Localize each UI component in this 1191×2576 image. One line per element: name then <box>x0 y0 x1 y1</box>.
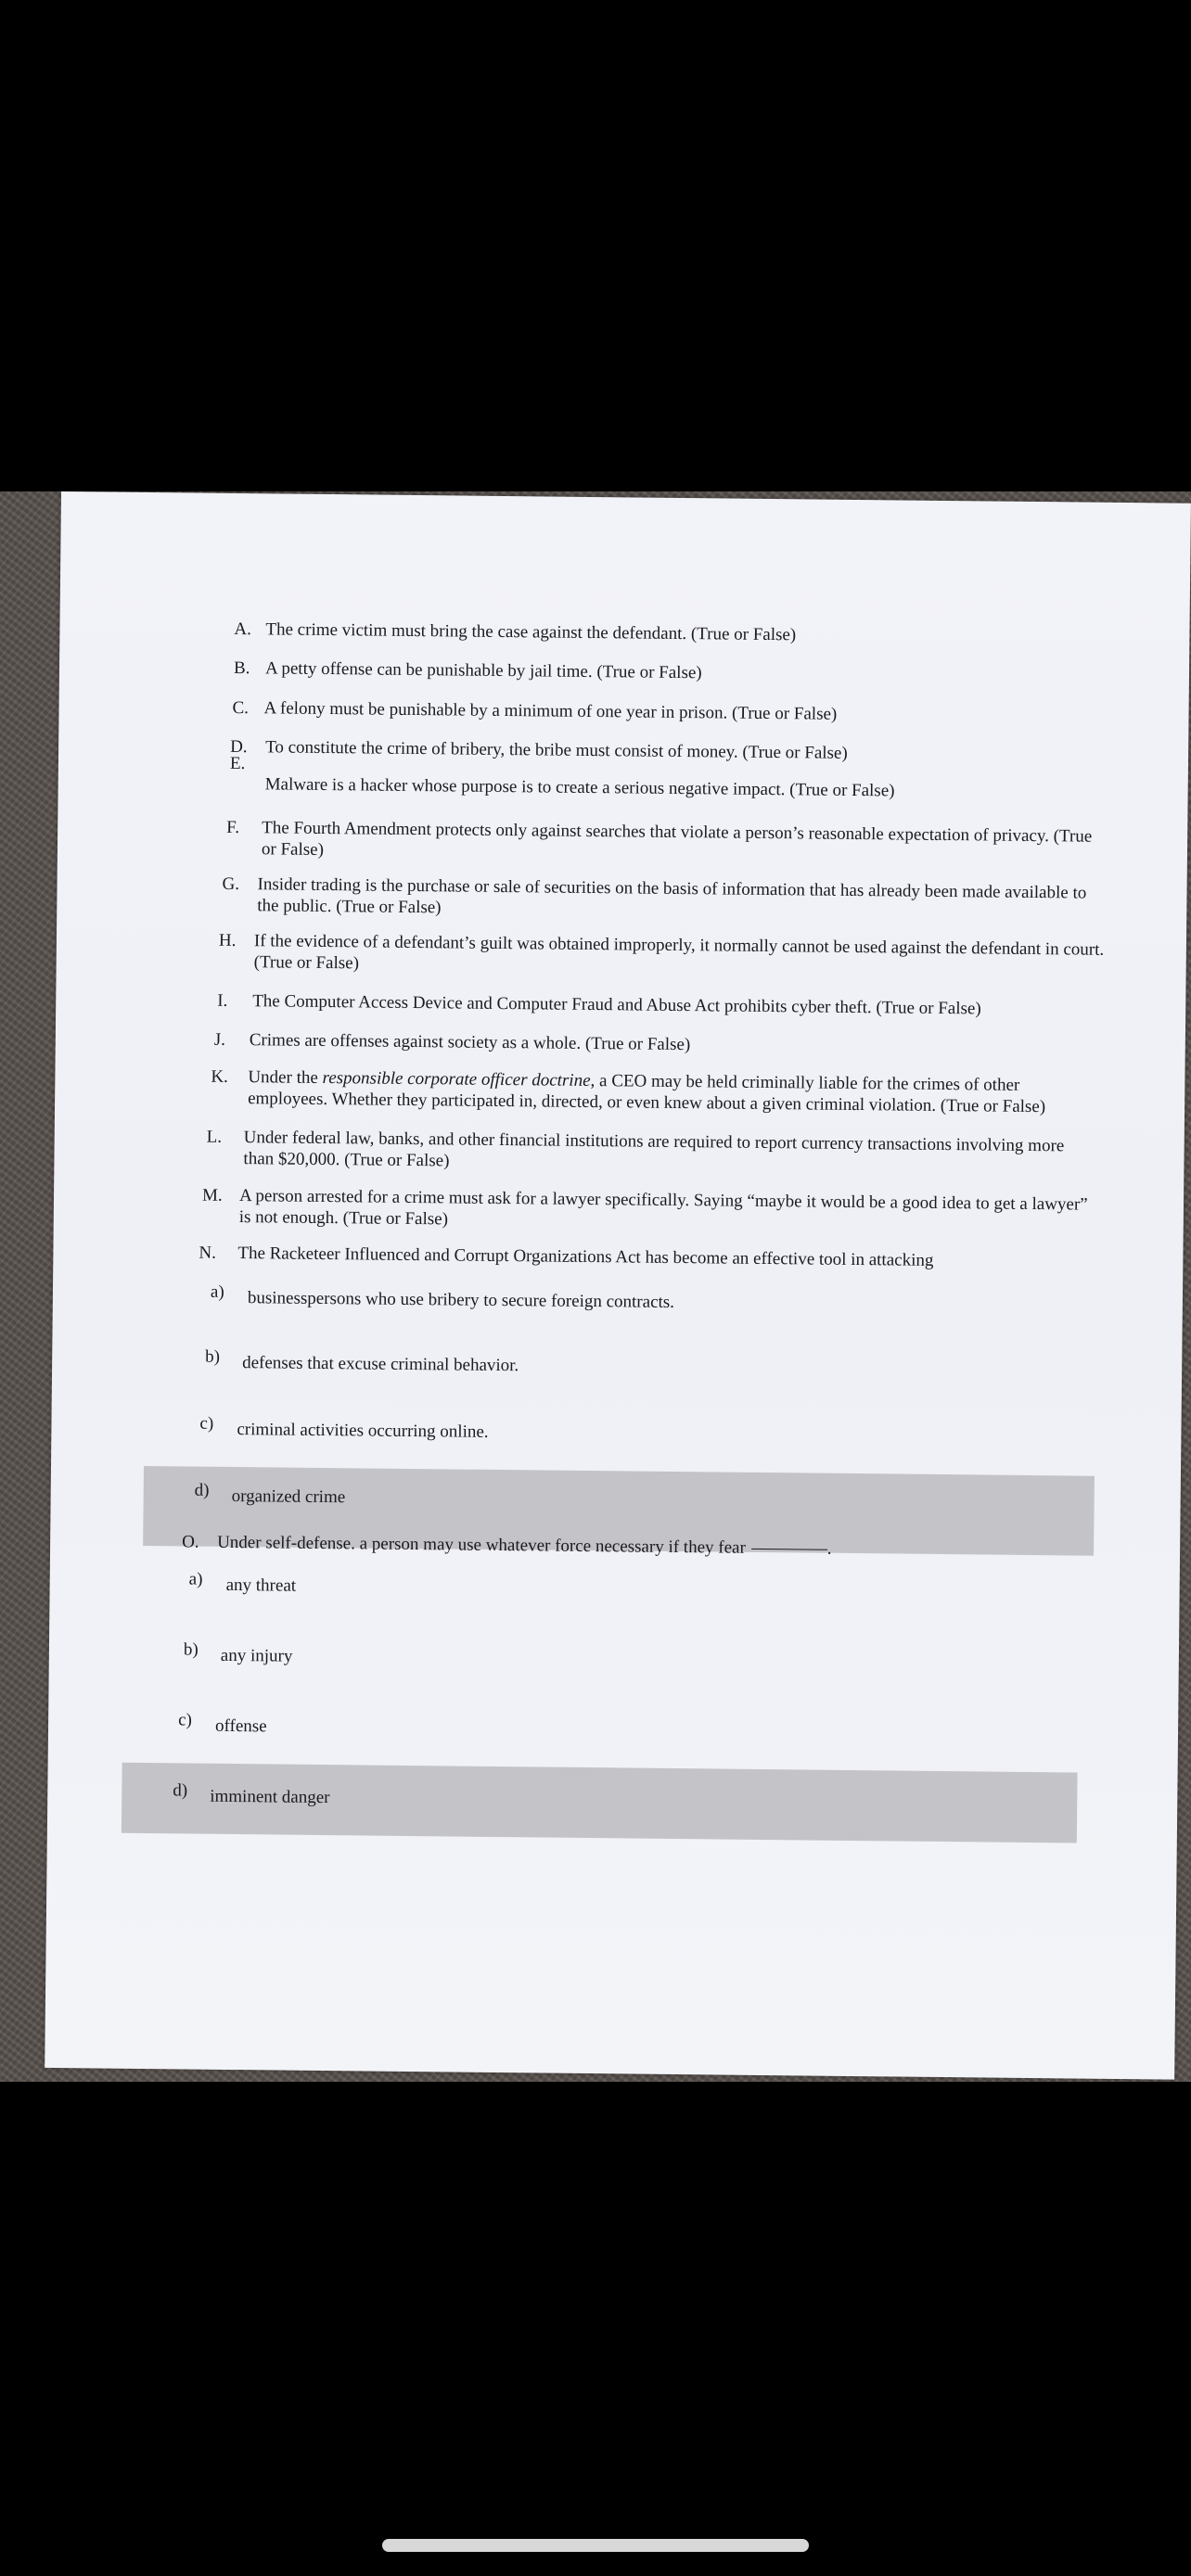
worksheet-page <box>45 491 1191 2080</box>
question-letter: A. <box>234 618 252 640</box>
question-text: Under federal law, banks, and other financial institutions are required to report currency transactions involving more than $20,000. (True or False) <box>243 1128 1065 1171</box>
answer-blank[interactable] <box>751 1549 827 1550</box>
question-letter: M. <box>201 1185 223 1205</box>
question-letter: G. <box>222 874 240 895</box>
question-text: Crimes are offenses against society as a whole. (True or False) <box>249 1030 691 1055</box>
question-letter: I. <box>217 990 228 1011</box>
doctrine-name: responsible corporate officer doctrine <box>322 1067 591 1091</box>
question-text: The Computer Access Device and Computer Fraud and Abuse Act prohibits cyber theft. (True or False) <box>252 991 981 1019</box>
option-text: criminal activities occurring online. <box>237 1420 489 1442</box>
option-letter: a) <box>210 1282 224 1302</box>
question-text <box>248 1066 1101 1118</box>
option-letter: b) <box>183 1639 198 1660</box>
option-text: organized crime <box>231 1486 346 1508</box>
question-text: The Racketeer Influenced and Corrupt Organizations Act has become an effective tool in attacking <box>237 1243 934 1270</box>
question-text: Insider trading is the purchase or sale of securities on the basis of information that has already been made available to the public. (True or False) <box>257 874 1087 918</box>
option-text: imminent danger <box>210 1786 330 1808</box>
option-text: offense <box>214 1715 267 1737</box>
question-letter: J. <box>213 1029 226 1050</box>
option-text: any threat <box>225 1575 297 1596</box>
question-letter: C. <box>232 697 250 719</box>
option-text: any injury <box>220 1645 293 1666</box>
option-letter: d) <box>194 1480 210 1500</box>
question-letter: H. <box>218 930 237 950</box>
question-text: A felony must be punishable by a minimum of one year in prison. (True or False) <box>263 698 838 724</box>
option-letter: c) <box>178 1710 193 1730</box>
option-text: defenses that excuse criminal behavior. <box>242 1353 519 1376</box>
question-text: The Fourth Amendment protects only against searches that violate a person’s reasonable expectation of privacy. (True or False) <box>261 818 1093 860</box>
option-letter: d) <box>173 1780 188 1801</box>
option-letter: b) <box>205 1346 221 1367</box>
question-text: A person arrested for a crime must ask for a lawyer specifically. Saying “maybe it would be a good idea to get a lawyer” is not enough. (True or False) <box>238 1186 1088 1230</box>
option-letter: c) <box>199 1413 214 1434</box>
question-letter: B. <box>233 657 250 679</box>
question-text-end: . <box>826 1538 832 1559</box>
question-text-end: , a CEO may be held criminally liable for the crimes of other employees. Whether they participated in, directed, or even knew about a given criminal violation. (True or False) <box>248 1071 1046 1117</box>
question-text: Malware is a hacker whose purpose is to create a serious negative impact. (True or False) <box>264 774 895 801</box>
question-letter: O. <box>182 1532 199 1552</box>
question-text-start: Under self-defense. a person may use whatever force necessary if they fear <box>217 1532 746 1558</box>
question-text: The crime victim must bring the case against the defendant. (True or False) <box>265 619 797 645</box>
question-letter: F. <box>226 817 240 838</box>
option-text: businesspersons who use bribery to secure foreign contracts. <box>247 1288 675 1312</box>
home-indicator[interactable] <box>382 2539 809 2552</box>
question-letter: L. <box>206 1127 223 1147</box>
question-text: A petty offense can be punishable by jail time. (True or False) <box>264 658 702 683</box>
question-letter: N. <box>198 1243 217 1263</box>
question-letter: D. <box>230 736 248 758</box>
question-letter: K. <box>211 1066 228 1087</box>
option-letter: a) <box>188 1569 203 1589</box>
question-text: If the evidence of a defendant’s guilt was obtained improperly, it normally cannot be used against the defendant in court. (True or False) <box>253 931 1105 974</box>
question-letter: E. <box>229 753 246 774</box>
question-text-start: Under the <box>248 1067 323 1088</box>
question-text: To constitute the crime of bribery, the bribe must consist of money. (True or False) <box>265 737 848 763</box>
